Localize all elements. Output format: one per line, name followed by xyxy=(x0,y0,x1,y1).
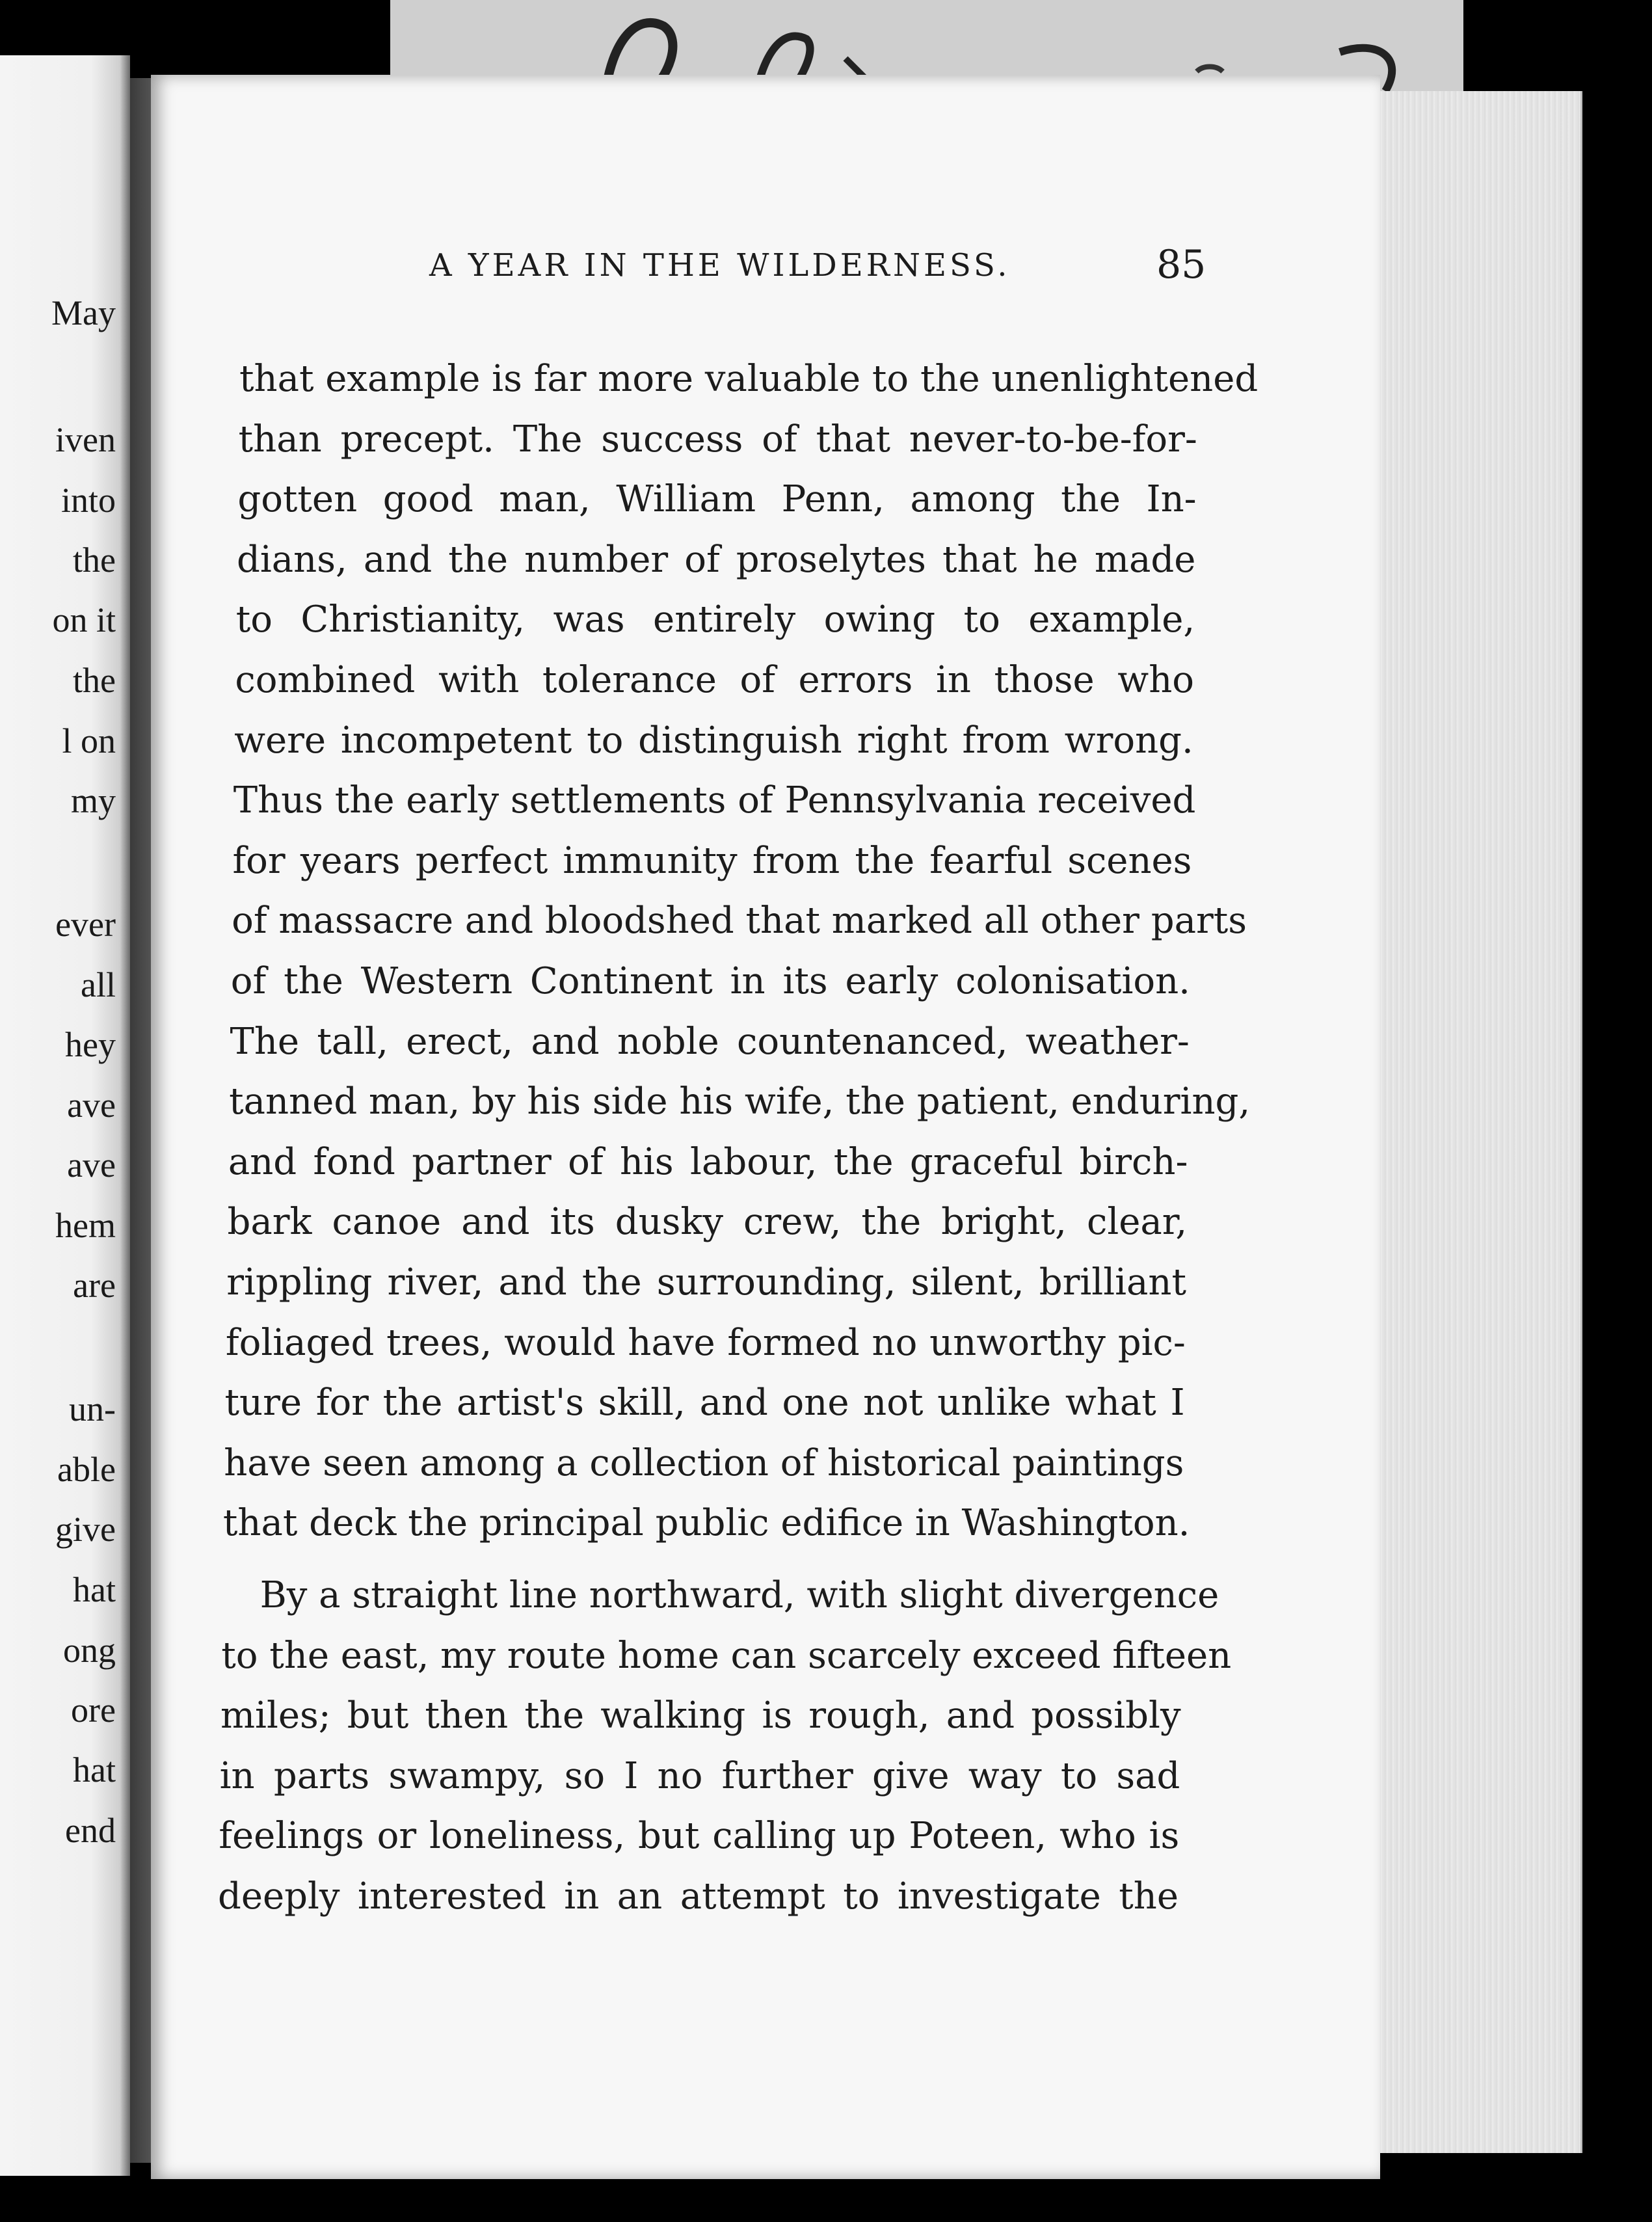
text-line: ture for the artist's skill, and one not unlike what I xyxy=(224,1382,1185,1425)
text-line: The tall, erect, and noble countenanced, weather- xyxy=(230,1020,1190,1063)
left-page-fragment: ave xyxy=(67,1145,116,1185)
running-head: A YEAR IN THE WILDERNESS. xyxy=(429,247,1011,284)
left-page-fragment: all xyxy=(81,965,116,1004)
text-line: dians, and the number of proselytes that he made xyxy=(237,538,1196,581)
left-page-fragment: are xyxy=(73,1266,116,1305)
text-line: to the east, my route home can scarcely exceed fifteen xyxy=(221,1634,1232,1677)
text-line: combined with tolerance of errors in those who xyxy=(235,659,1194,701)
text-line: tanned man, by his side his wife, the patient, enduring, xyxy=(229,1080,1251,1123)
left-page-fragment: into xyxy=(60,481,116,520)
left-page-fragment: ong xyxy=(63,1631,116,1670)
text-line: of the Western Continent in its early colonisation. xyxy=(230,960,1190,1002)
text-line: By a straight line northward, with slight divergence xyxy=(260,1574,1219,1616)
left-page-fragment: the xyxy=(73,541,116,580)
text-line: that example is far more valuable to the unenlightened xyxy=(239,358,1259,400)
left-page-fragment: May xyxy=(51,293,116,332)
left-page-fragment: my xyxy=(70,781,116,820)
text-line: feelings or loneliness, but calling up Poteen, who is xyxy=(219,1815,1180,1858)
text-line: deeply interested in an attempt to investigate the xyxy=(218,1875,1179,1918)
left-page-fragment: on it xyxy=(52,600,116,639)
left-facing-page xyxy=(0,55,130,2176)
left-page-fragment: un- xyxy=(69,1389,116,1428)
text-line: and fond partner of his labour, the graceful birch- xyxy=(228,1140,1188,1183)
left-page-fragment: ever xyxy=(55,905,116,944)
text-line: miles; but then the walking is rough, and possibly xyxy=(220,1694,1181,1737)
left-page-fragment: hat xyxy=(73,1750,116,1789)
text-line: rippling river, and the surrounding, silent, brilliant xyxy=(226,1261,1186,1304)
left-page-fragment: the xyxy=(73,661,116,700)
text-line: of massacre and bloodshed that marked all other parts xyxy=(232,900,1247,943)
text-line: that deck the principal public edifice in Washington. xyxy=(222,1502,1190,1545)
left-page-fragment: hat xyxy=(73,1570,116,1609)
left-page-fragment: give xyxy=(55,1510,116,1549)
text-line: to Christianity, was entirely owing to example, xyxy=(235,598,1195,641)
text-line: have seen among a collection of historical paintings xyxy=(224,1441,1184,1484)
left-page-fragment: iven xyxy=(55,420,116,459)
left-page-fragment: hey xyxy=(65,1025,116,1064)
left-page-fragment: ore xyxy=(71,1691,116,1730)
left-page-fragment: ave xyxy=(67,1086,116,1125)
text-line: than precept. The success of that never-to-be-for- xyxy=(238,418,1197,461)
left-page-fragment: hem xyxy=(55,1206,116,1245)
text-line: in parts swampy, so I no further give way to sad xyxy=(219,1754,1180,1797)
left-page-fragment: end xyxy=(65,1811,116,1850)
text-line: Thus the early settlements of Pennsylvania received xyxy=(233,779,1196,822)
text-line: for years perfect immunity from the fearful scenes xyxy=(232,839,1192,882)
page-number: 85 xyxy=(1156,242,1206,288)
text-line: foliaged trees, would have formed no unworthy pic- xyxy=(225,1321,1186,1364)
left-page-fragment: l on xyxy=(62,721,116,760)
text-line: gotten good man, William Penn, among the In- xyxy=(237,478,1197,521)
page-edges xyxy=(1366,91,1582,2153)
left-page-fragment: able xyxy=(57,1450,116,1489)
text-line: were incompetent to distinguish right from wrong. xyxy=(234,719,1193,762)
text-line: bark canoe and its dusky crew, the bright, clear, xyxy=(227,1201,1188,1244)
